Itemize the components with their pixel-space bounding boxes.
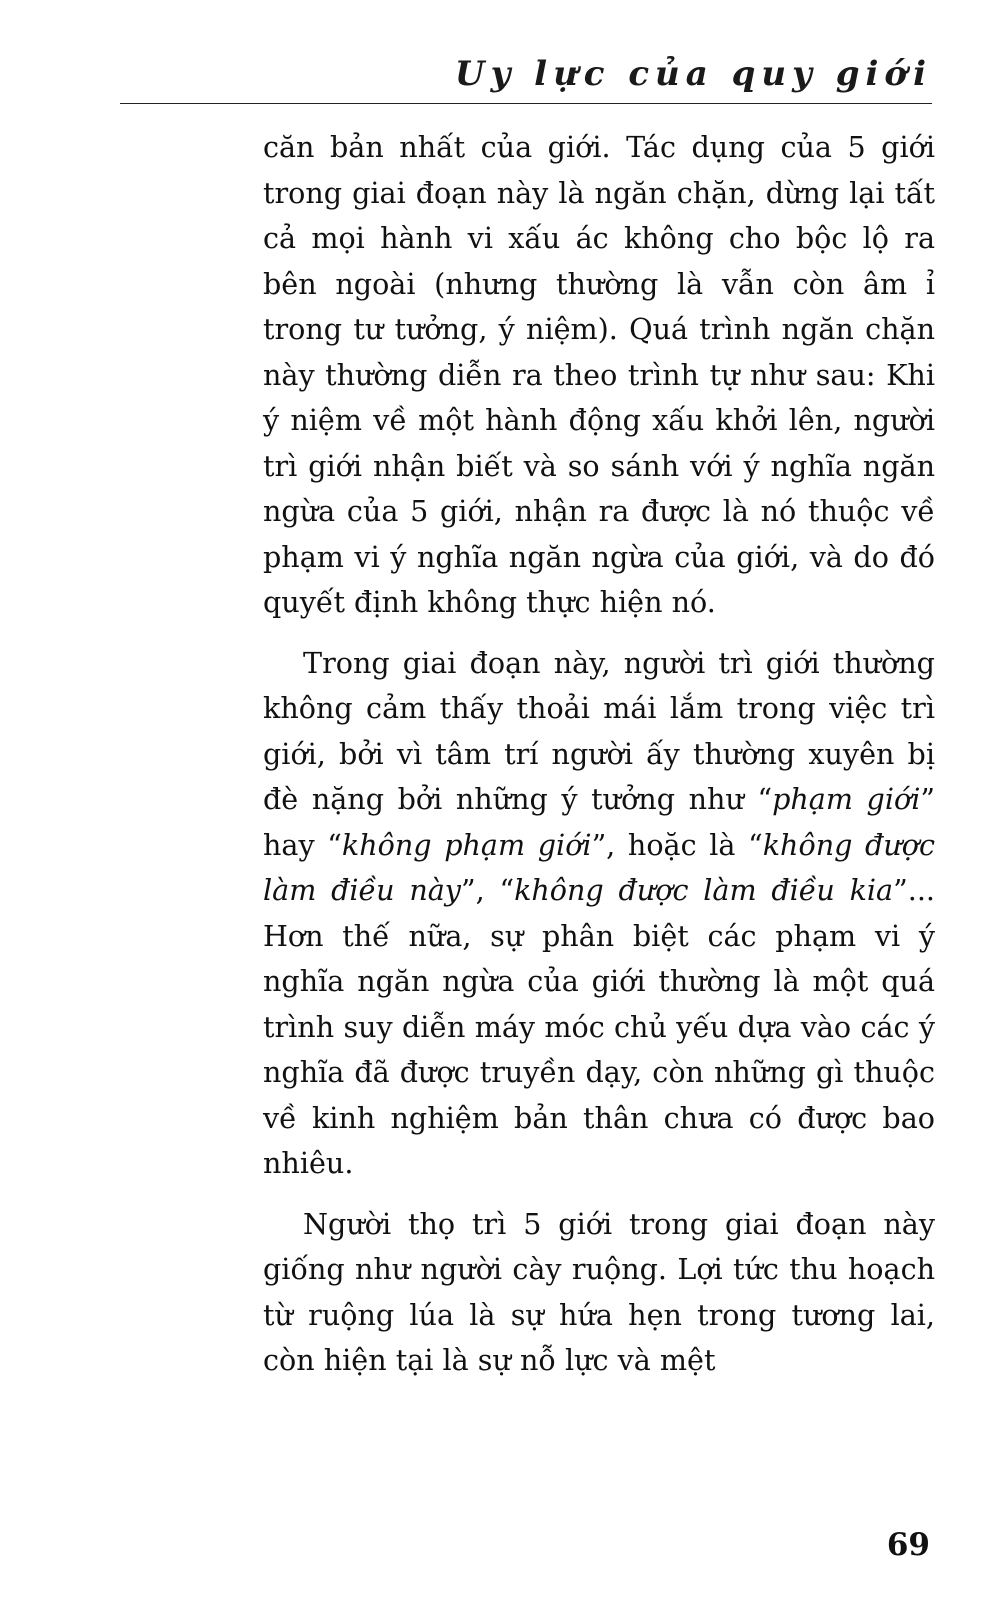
italic-term-khong-pham-gioi: không phạm giới bbox=[341, 827, 592, 862]
paragraph-2-text: ” hay “ bbox=[263, 782, 935, 862]
paragraph-2-text: ”, hoặc là “ bbox=[591, 827, 763, 862]
running-head-title: Uy lực của quy giới bbox=[454, 54, 932, 94]
paragraph-2-text: Trong giai đoạn này, người trì giới thường không cảm thấy thoải mái lắm trong việc trì giới, bởi vì tâm trí người ấy thường xuyên bị đè nặng bởi những ý tưởng như “ bbox=[263, 645, 935, 816]
paragraph-2 bbox=[263, 641, 935, 1187]
paragraph-2-text: ”... Hơn thế nữa, sự phân biệt các phạm vi ý nghĩa ngăn ngừa của giới thường là một quá trình suy diễn máy móc chủ yếu dựa vào các ý nghĩa đã được truyền dạy, còn những gì thuộc về kinh nghiệm bản thân chưa có được bao nhiêu. bbox=[263, 873, 935, 1180]
header-divider bbox=[120, 103, 932, 104]
paragraph-1 bbox=[263, 125, 935, 626]
paragraph-3-text: Người thọ trì 5 giới trong giai đoạn này giống như người cày ruộng. Lợi tức thu hoạch từ ruộng lúa là sự hứa hẹn trong tương lai, còn hiện tại là sự nỗ lực và mệt bbox=[263, 1206, 935, 1377]
italic-term-pham-gioi: phạm giới bbox=[772, 782, 921, 816]
page-number: 69 bbox=[886, 1527, 930, 1563]
italic-term-khong-duoc-lam-dieu-nay: không được làm điều này bbox=[263, 827, 936, 907]
paragraph-2-text: ”, “ bbox=[460, 873, 515, 907]
paragraph-1-text: căn bản nhất của giới. Tác dụng của 5 giới trong giai đoạn này là ngăn chặn, dừng lại tất cả mọi hành vi xấu ác không cho bộc lộ ra bên ngoài (nhưng thường là vẫn còn âm ỉ trong tư tưởng, ý niệm). Quá trình ngăn chặn này thường diễn ra theo trình tự như sau: Khi ý niệm về một hành động xấu khởi lên, người trì giới nhận biết và so sánh với ý nghĩa ngăn ngừa của 5 giới, nhận ra được là nó thuộc về phạm vi ý nghĩa ngăn ngừa của giới, và do đó quyết định không thực hiện nó. bbox=[263, 130, 935, 619]
paragraph-3 bbox=[263, 1202, 935, 1384]
body-text bbox=[263, 125, 935, 1399]
italic-term-khong-duoc-lam-dieu-kia: không được làm điều kia bbox=[514, 873, 894, 907]
